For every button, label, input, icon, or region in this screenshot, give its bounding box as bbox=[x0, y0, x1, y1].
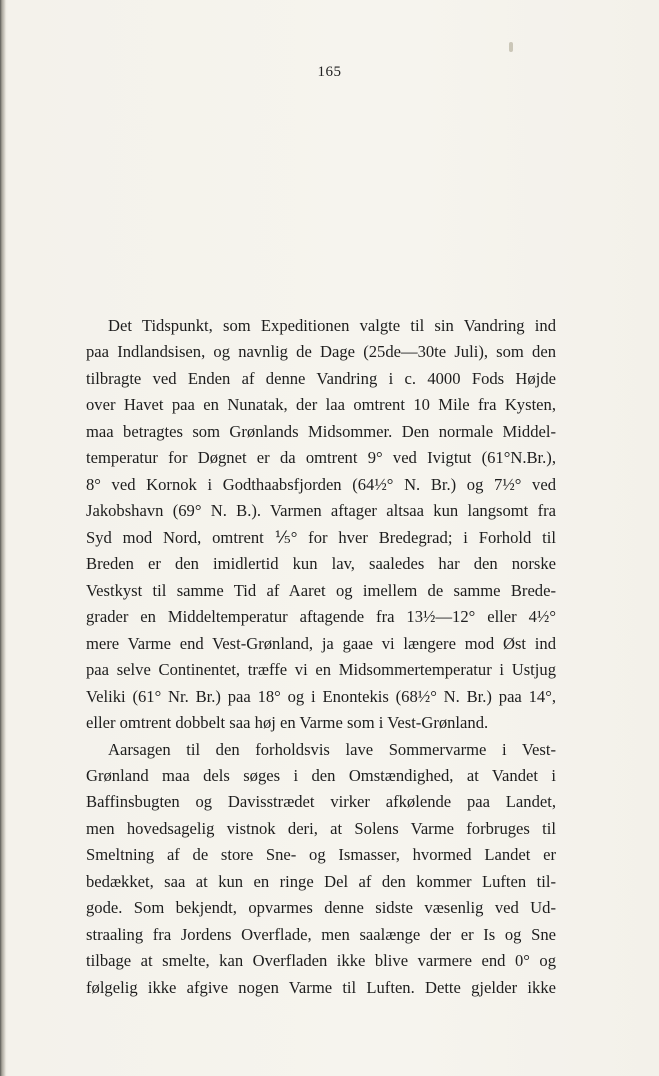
text-line: maa betragtes som Grønlands Midsommer. Den normale Middel- bbox=[86, 421, 556, 441]
page-number: 165 bbox=[317, 64, 342, 80]
text-line: eller omtrent dobbelt saa høj en Varme som i Vest-Grønland. bbox=[86, 713, 489, 733]
text-line: følgelig ikke afgive nogen Varme til Luften. Dette gjelder ikke bbox=[86, 977, 556, 997]
text-line: gode. Som bekjendt, opvarmes denne sidste væsenlig ved Ud- bbox=[86, 898, 556, 918]
paper-speck bbox=[509, 42, 513, 52]
text-line: grader en Middeltemperatur aftagende fra 13½—12° eller 4½° bbox=[86, 607, 556, 627]
text-line: Syd mod Nord, omtrent ⅕° for hver Bredegrad; i Forhold til bbox=[86, 527, 556, 547]
text-line: straaling fra Jordens Overflade, men saalænge der er Is og Sne bbox=[86, 924, 556, 944]
text-line: men hovedsagelig vistnok deri, at Solens Varme forbruges til bbox=[86, 818, 556, 838]
text-line: Smeltning af de store Sne- og Ismasser, hvormed Landet er bbox=[86, 845, 556, 865]
text-line: tilbage at smelte, kan Overfladen ikke blive varmere end 0° og bbox=[86, 951, 556, 971]
text-line: Det Tidspunkt, som Expeditionen valgte til sin Vandring ind bbox=[108, 316, 556, 335]
text-line: over Havet paa en Nunatak, der laa omtrent 10 Mile fra Kysten, bbox=[86, 395, 556, 415]
page-spine-shadow bbox=[0, 0, 6, 1076]
text-line: Vestkyst til samme Tid af Aaret og imellem de samme Brede- bbox=[86, 580, 556, 600]
text-line: Breden er den imidlertid kun lav, saaledes har den norske bbox=[86, 554, 556, 574]
text-line: paa selve Continentet, træffe vi en Midsommertemperatur i Ustjug bbox=[86, 660, 556, 680]
text-line: Aarsagen til den forholdsvis lave Sommervarme i Vest- bbox=[108, 739, 556, 759]
text-line: Baffinsbugten og Davisstrædet virker afkølende paa Landet, bbox=[86, 792, 556, 812]
text-line: Veliki (61° Nr. Br.) paa 18° og i Enontekis (68½° N. Br.) paa 14°, bbox=[86, 686, 556, 706]
body-text bbox=[86, 313, 556, 1001]
text-line: bedækket, saa at kun en ringe Del af den kommer Luften til- bbox=[86, 871, 556, 891]
text-line: Jakobshavn (69° N. B.). Varmen aftager altsaa kun langsomt fra bbox=[86, 501, 556, 521]
text-line: temperatur for Døgnet er da omtrent 9° ved Ivigtut (61°N.Br.), bbox=[86, 448, 556, 468]
text-line: Grønland maa dels søges i den Omstændighed, at Vandet i bbox=[86, 765, 556, 785]
text-line: tilbragte ved Enden af denne Vandring i c. 4000 Fods Højde bbox=[86, 368, 556, 388]
text-line: mere Varme end Vest-Grønland, ja gaae vi længere mod Øst ind bbox=[86, 633, 556, 653]
text-line: paa Indlandsisen, og navnlig de Dage (25de—30te Juli), som den bbox=[86, 342, 556, 362]
text-line: 8° ved Kornok i Godthaabsfjorden (64½° N. Br.) og 7½° ved bbox=[86, 474, 556, 494]
